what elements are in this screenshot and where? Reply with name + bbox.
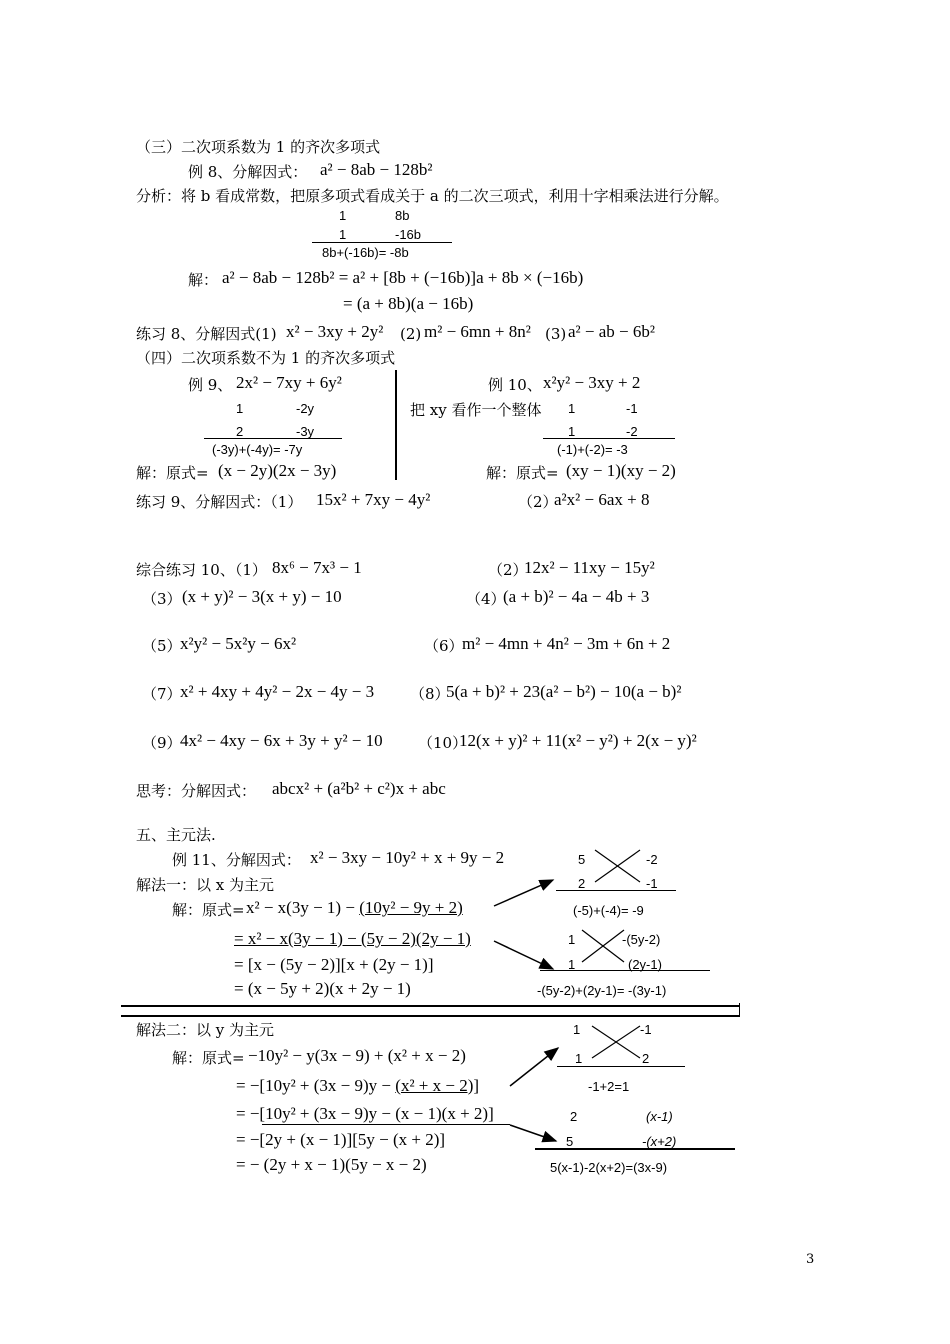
practice-8-label-3: (3) — [545, 325, 567, 343]
practice-10-problem-9: 4x² − 4xy − 6x + 3y + y² − 10 — [180, 731, 383, 750]
example-11-label: 例 11、分解因式： — [172, 851, 301, 869]
method-2-line-4: = −[2y + (x − 1)][5y − (x + 2)] — [236, 1130, 446, 1149]
section-3-heading: （三）二次项系数为 1 的齐次多项式 — [136, 138, 381, 156]
m2-cross2-row1-right: (x-1) — [646, 1109, 673, 1124]
practice-10-label-9: （9） — [142, 734, 182, 752]
practice-10-label-5: （5） — [142, 637, 182, 655]
m1-cross2-row1-right: -(5y-2) — [622, 932, 661, 947]
practice-9-label-2: （2） — [518, 493, 558, 511]
m1-cross1-row1-right: -2 — [646, 852, 658, 867]
arrow-m1-2 — [494, 941, 553, 969]
cross-row1-right: 8b — [395, 208, 410, 223]
practice-8-problem-1: x² − 3xy + 2y² — [286, 322, 384, 341]
m2-cross2-row2-right: -(x+2) — [642, 1134, 677, 1149]
example-9-label: 例 9、 — [188, 376, 233, 394]
method-1-line-1a: x² − x(3y − 1) − — [246, 898, 360, 917]
method-2-line-2b: (x² + x − 2)] — [395, 1076, 480, 1095]
m1-cross1-row2-right: -1 — [646, 876, 658, 891]
method-1-line-3: = [x − (5y − 2)][x + (2y − 1)] — [234, 955, 434, 974]
practice-8-label: 练习 8、分解因式(1) — [136, 325, 277, 343]
m2-cross1-row2-left: 1 — [575, 1051, 583, 1066]
ex10-hint: 把 xy 看作一个整体 — [410, 401, 542, 419]
method-2-line-5: = − (2y + x − 1)(5y − x − 2) — [236, 1155, 427, 1174]
practice-8-label-2: (2) — [400, 325, 422, 343]
practice-8-problem-3: a² − ab − 6b² — [568, 322, 655, 341]
practice-10-problem-1: 8x⁶ − 7x³ − 1 — [272, 558, 362, 577]
method-1-title: 解法一：以 x 为主元 — [136, 876, 274, 894]
practice-9-problem-2: a²x² − 6ax + 8 — [554, 490, 650, 509]
practice-10-problem-7: x² + 4xy + 4y² − 2x − 4y − 3 — [180, 682, 375, 701]
ex10-cross-sum: (-1)+(-2)= -3 — [557, 442, 628, 457]
practice-8-problem-2: m² − 6mn + 8n² — [424, 322, 531, 341]
m2-cross1-row1-right: -1 — [640, 1022, 652, 1037]
analysis-text: 分析：将 b 看成常数，把原多项式看成关于 a 的二次三项式，利用十字相乘法进行分解。 — [136, 187, 729, 205]
m2-cross2-row1-left: 2 — [570, 1109, 578, 1124]
example-9-expression: 2x² − 7xy + 6y² — [236, 373, 342, 392]
solution-line-1: a² − 8ab − 128b² = a² + [8b + (−16b)]a + 8b × (−16b) — [222, 268, 584, 287]
example-8-expression: a² − 8ab − 128b² — [320, 160, 433, 179]
method-1-line-2: = x² − x(3y − 1) − (5y − 2)(2y − 1) — [234, 929, 471, 948]
m1-cross2-sum: -(5y-2)+(2y-1)= -(3y-1) — [537, 983, 667, 998]
m1-cross1-row2-left: 2 — [578, 876, 586, 891]
ex9-cross-row1-left: 1 — [236, 401, 244, 416]
practice-10-label: 综合练习 10、（1） — [136, 561, 267, 579]
example-10-label: 例 10、 — [488, 376, 542, 394]
m2-cross1-row2-right: 2 — [642, 1051, 650, 1066]
m2-cross2-sum: 5(x-1)-2(x+2)=(3x-9) — [550, 1160, 668, 1175]
ex10-cross-row1-left: 1 — [568, 401, 576, 416]
method-2-line-1: −10y² − y(3x − 9) + (x² + x − 2) — [248, 1046, 466, 1065]
ex9-solution-label: 解：原式= — [136, 464, 209, 482]
method-2-solution-label: 解：原式= — [172, 1049, 245, 1067]
example-8-label: 例 8、分解因式： — [188, 163, 308, 181]
practice-9-label: 练习 9、分解因式：（1） — [136, 493, 303, 511]
practice-10-problem-8: 5(a + b)² + 23(a² − b²) − 10(a − b)² — [446, 682, 682, 701]
section-5-heading: 五、主元法. — [136, 826, 216, 844]
example-10-expression: x²y² − 3xy + 2 — [543, 373, 641, 392]
think-expression: abcx² + (a²b² + c²)x + abc — [272, 779, 446, 798]
method-1-line-1b: (10y² − 9y + 2) — [359, 898, 463, 917]
cross-sum: 8b+(-16b)= -8b — [322, 245, 409, 260]
m1-cross1-sum: (-5)+(-4)= -9 — [573, 903, 644, 918]
ex9-solution: (x − 2y)(2x − 3y) — [218, 461, 337, 480]
cross-row2-right: -16b — [395, 227, 422, 242]
m1-cross2-row1-left: 1 — [568, 932, 576, 947]
practice-10-label-4: （4） — [466, 590, 506, 608]
ex10-solution-label: 解：原式= — [486, 464, 559, 482]
cross-row1-left: 1 — [339, 208, 347, 223]
practice-10-problem-6: m² − 4mn + 4n² − 3m + 6n + 2 — [462, 634, 671, 653]
ex9-cross-row2-left: 2 — [236, 424, 244, 439]
practice-10-label-3: （3） — [142, 590, 182, 608]
method-2-title: 解法二：以 y 为主元 — [136, 1021, 275, 1039]
practice-10-problem-5: x²y² − 5x²y − 6x² — [180, 634, 297, 653]
arrow-m1-1 — [494, 880, 553, 906]
practice-9-problem-1: 15x² + 7xy − 4y² — [316, 490, 431, 509]
method-1-line-4: = (x − 5y + 2)(x + 2y − 1) — [234, 979, 411, 998]
ex10-cross-row2-left: 1 — [568, 424, 576, 439]
practice-10-problem-10: 12(x + y)² + 11(x² − y²) + 2(x − y)² — [459, 731, 697, 750]
ex10-cross-row1-right: -1 — [626, 401, 638, 416]
practice-10-problem-3: (x + y)² − 3(x + y) − 10 — [182, 587, 342, 606]
practice-10-label-2: （2） — [488, 561, 528, 579]
m2-cross1-row1-left: 1 — [573, 1022, 581, 1037]
page-number: 3 — [806, 1252, 815, 1267]
practice-10-label-6: （6） — [424, 637, 464, 655]
section-4-heading: （四）二次项系数不为 1 的齐次多项式 — [136, 349, 396, 367]
ex9-cross-sum: (-3y)+(-4y)= -7y — [212, 442, 303, 457]
cross-row2-left: 1 — [339, 227, 347, 242]
m2-cross1-sum: -1+2=1 — [588, 1079, 630, 1094]
ex10-solution: (xy − 1)(xy − 2) — [566, 461, 676, 480]
solution-label: 解： — [188, 271, 219, 289]
method-1-solution-label: 解：原式= — [172, 901, 245, 919]
ex10-cross-row2-right: -2 — [626, 424, 638, 439]
practice-10-problem-2: 12x² − 11xy − 15y² — [524, 558, 655, 577]
m2-cross2-row2-left: 5 — [566, 1134, 574, 1149]
arrow-m2-2 — [510, 1125, 556, 1141]
method-2-line-3: = −[10y² + (3x − 9)y − (x − 1)(x + 2)] — [236, 1104, 494, 1123]
ex9-cross-row2-right: -3y — [296, 424, 315, 439]
think-label: 思考：分解因式： — [136, 782, 257, 800]
arrow-m2-1 — [510, 1048, 558, 1086]
m1-cross2-row2-right: (2y-1) — [628, 957, 662, 972]
practice-10-label-8: （8） — [410, 685, 450, 703]
practice-10-label-10: （10） — [418, 734, 468, 752]
practice-10-label-7: （7） — [142, 685, 182, 703]
practice-10-problem-4: (a + b)² − 4a − 4b + 3 — [503, 587, 650, 606]
method-2-line-2a: = −[10y² + (3x − 9)y − — [236, 1076, 396, 1095]
solution-line-2: = (a + 8b)(a − 16b) — [343, 294, 474, 313]
example-11-expression: x² − 3xy − 10y² + x + 9y − 2 — [310, 848, 505, 867]
ex9-cross-row1-right: -2y — [296, 401, 315, 416]
m1-cross1-row1-left: 5 — [578, 852, 586, 867]
m1-cross2-row2-left: 1 — [568, 957, 576, 972]
